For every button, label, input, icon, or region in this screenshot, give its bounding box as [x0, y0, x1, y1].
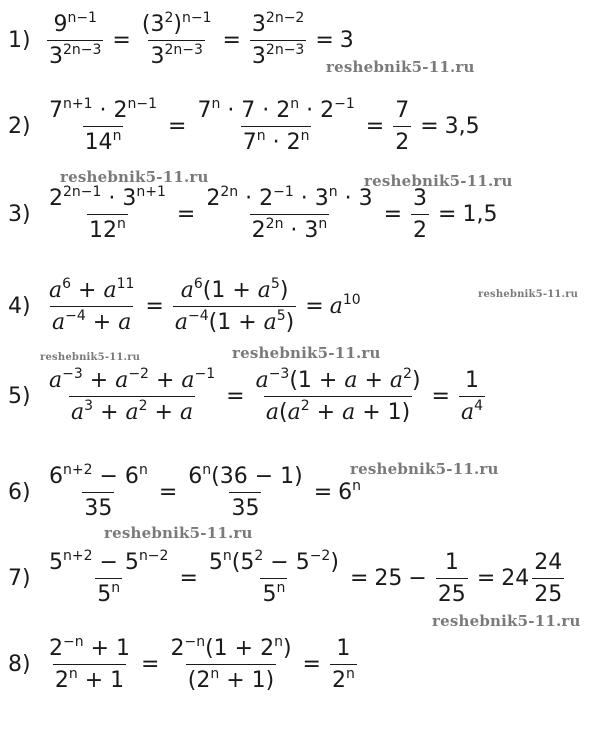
item-number: 7) [8, 566, 31, 591]
fraction: $\frac{a^{-3}(1 + a + a^2)}{a(a^2 + a + 1)}$ [255, 366, 421, 425]
watermark: reshebnik5-11.ru [432, 612, 581, 630]
equation-3: 3) $\frac{2^{2n-1} \cdot 3^{n+1}}{12^n}$ = $\frac{2^{2n} \cdot 2^{-1} \cdot 3^n \cdot 3}{2^{2n} \cdot 3^n}$ = $\frac{3}{2}$ = 1,5 [8, 184, 498, 243]
fraction: $\frac{(3^2)^{n-1}}{3^{2n-3}}$ [141, 10, 212, 69]
watermark: reshebnik5-11.ru [364, 172, 513, 190]
watermark: reshebnik5-11.ru [232, 344, 381, 362]
fraction: $\frac{3}{2}$ [413, 186, 428, 243]
fraction: $\frac{a^{-3} + a^{-2} + a^{-1}}{a^3 + a^2 + a}$ [49, 366, 216, 425]
watermark: reshebnik5-11.ru [478, 289, 579, 300]
fraction: $\frac{7^{n+1} \cdot 2^{n-1}}{14^n}$ [49, 96, 158, 155]
watermark: reshebnik5-11.ru [60, 168, 209, 186]
watermark: reshebnik5-11.ru [350, 460, 499, 478]
fraction: $\frac{3^{2n-2}}{3^{2n-3}}$ [251, 10, 305, 69]
fraction: $\frac{9^{n-1}}{3^{2n-3}}$ [49, 10, 102, 69]
watermark: reshebnik5-11.ru [40, 352, 141, 363]
equation-1: 1) $\frac{9^{n-1}}{3^{2n-3}}$ = $\frac{(3^2)^{n-1}}{3^{2n-3}}$ = $\frac{3^{2n-2}}{3^{2n-3}}$ = 3 [8, 10, 354, 69]
fraction: $\frac{a^6 + a^{11}}{a^{-4} + a}$ [49, 276, 135, 335]
fraction: $\frac{1}{a^4}$ [460, 368, 484, 425]
fraction: $\frac{1}{2^n}$ [331, 636, 355, 693]
item-number: 4) [8, 294, 31, 319]
fraction: $\frac{1}{25}$ [437, 550, 466, 607]
item-number: 3) [8, 202, 31, 227]
item-number: 8) [8, 652, 31, 677]
item-number: 2) [8, 114, 31, 139]
equation-6: 6) $\frac{6^{n+2} - 6^n}{35}$ = $\frac{6^n(36 - 1)}{35}$ = 6$^n$ [8, 462, 362, 521]
item-number: 1) [8, 28, 31, 53]
equation-8: 8) $\frac{2^{-n} + 1}{2^n + 1}$ = $\frac{2^{-n}(1 + 2^n)}{(2^n + 1)}$ = $\frac{1}{2^n}$ [8, 634, 355, 693]
equation-7: 7) $\frac{5^{n+2} - 5^{n-2}}{5^n}$ = $\frac{5^n(5^2 - 5^{-2})}{5^n}$ = 25 − $\frac{1}{25}$ = 24 $\frac{24}{25}$ [8, 548, 563, 607]
watermark: reshebnik5-11.ru [104, 524, 253, 542]
item-number: 6) [8, 480, 31, 505]
equation-4: 4) $\frac{a^6 + a^{11}}{a^{-4} + a}$ = $\frac{a^6(1 + a^5)}{a^{-4}(1 + a^5)}$ = $a^{10}$ [8, 276, 361, 335]
fraction: $\frac{7^n \cdot 7 \cdot 2^n \cdot 2^{-1}}{7^n \cdot 2^n}$ [197, 96, 355, 155]
item-number: 5) [8, 384, 31, 409]
fraction: $\frac{5^{n+2} - 5^{n-2}}{5^n}$ [49, 548, 169, 607]
fraction: $\frac{24}{25}$ [534, 550, 563, 607]
fraction: $\frac{7}{2}$ [395, 98, 410, 155]
fraction: $\frac{5^n(5^2 - 5^{-2})}{5^n}$ [208, 548, 339, 607]
fraction: $\frac{2^{-n}(1 + 2^n)}{(2^n + 1)}$ [170, 634, 292, 693]
fraction: $\frac{a^6(1 + a^5)}{a^{-4}(1 + a^5)}$ [174, 276, 295, 335]
fraction: $\frac{6^n(36 - 1)}{35}$ [188, 462, 303, 521]
watermark: reshebnik5-11.ru [326, 58, 475, 76]
equation-2: 2) $\frac{7^{n+1} \cdot 2^{n-1}}{14^n}$ = $\frac{7^n \cdot 7 \cdot 2^n \cdot 2^{-1}}{7^n \cdot 2^n}$ = $\frac{7}{2}$ = 3,5 [8, 96, 480, 155]
fraction: $\frac{2^{-n} + 1}{2^n + 1}$ [49, 634, 131, 693]
fraction: $\frac{2^{2n-1} \cdot 3^{n+1}}{12^n}$ [49, 184, 166, 243]
fraction: $\frac{6^{n+2} - 6^n}{35}$ [49, 462, 148, 521]
equation-5: 5) $\frac{a^{-3} + a^{-2} + a^{-1}}{a^3 + a^2 + a}$ = $\frac{a^{-3}(1 + a + a^2)}{a(a^2 + a + 1)}$ = $\frac{1}{a^4}$ [8, 366, 484, 425]
fraction: $\frac{2^{2n} \cdot 2^{-1} \cdot 3^n \cdot 3}{2^{2n} \cdot 3^n}$ [206, 184, 373, 243]
